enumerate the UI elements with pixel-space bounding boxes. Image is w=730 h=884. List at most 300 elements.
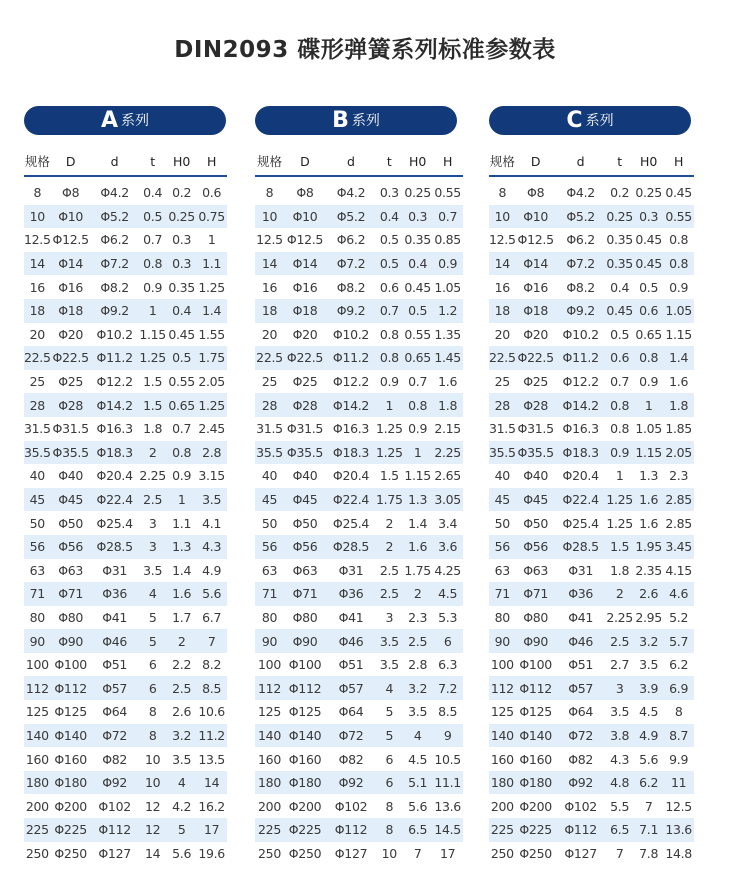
table-cell: 0.65 [403, 346, 433, 370]
table-cell: Φ7.2 [556, 252, 606, 276]
table-cell: 2 [403, 582, 433, 606]
table-cell: 0.3 [634, 205, 664, 229]
table-cell: 0.9 [606, 441, 634, 465]
table-cell: 31.5 [489, 421, 516, 437]
table-cell: 100 [25, 657, 49, 673]
table-cell: 6.3 [438, 657, 458, 673]
table-cell: 6 [376, 771, 403, 795]
table-cell: Φ250 [288, 845, 322, 861]
table-cell: Φ90 [51, 629, 91, 653]
table-cell: 0.2 [610, 185, 630, 201]
table-row [24, 464, 227, 488]
table-cell: 2.85 [664, 488, 694, 512]
table-cell: 4.5 [433, 582, 463, 606]
table-row [24, 535, 227, 559]
table-cell: 2 [139, 441, 167, 465]
table-cell: 5 [376, 724, 403, 748]
table-cell: 1.1 [197, 252, 227, 276]
table-cell: Φ20.4 [96, 468, 133, 484]
table-cell: Φ80 [292, 609, 318, 625]
table-header-row [255, 147, 463, 176]
table-cell: 10 [24, 205, 51, 229]
table-cell: 3.2 [634, 629, 664, 653]
column-header: t [139, 147, 167, 176]
table-row [24, 818, 227, 842]
table-cell: 2.5 [139, 488, 167, 512]
column-header: 规格 [24, 147, 51, 176]
table-cell: 1.75 [197, 346, 227, 370]
table-cell: 1.05 [664, 299, 694, 323]
column-header: 规格 [489, 147, 516, 176]
table-cell: Φ28 [51, 393, 91, 417]
table-cell: 5.7 [664, 629, 694, 653]
table-cell: Φ25.4 [96, 515, 133, 531]
table-cell: 90 [24, 629, 51, 653]
table-cell: 8.5 [197, 676, 227, 700]
table-cell: 0.35 [606, 232, 633, 248]
table-body [489, 176, 694, 865]
table-row [255, 700, 463, 724]
table-row [489, 346, 694, 370]
table-cell: Φ125 [519, 704, 552, 720]
table-cell: 63 [261, 562, 278, 578]
table-cell: 1.4 [172, 562, 192, 578]
table-cell: 12.5 [24, 232, 51, 248]
table-cell: 1.6 [669, 374, 689, 390]
table-cell: 0.35 [606, 252, 634, 276]
table-cell: Φ90 [516, 629, 556, 653]
table-row [255, 346, 463, 370]
table-cell: 0.3 [172, 232, 192, 248]
table-cell: Φ250 [54, 845, 87, 861]
table-row [255, 818, 463, 842]
table-cell: Φ18 [516, 299, 556, 323]
table-cell: 0.9 [669, 279, 689, 295]
table-cell: Φ31.5 [286, 421, 324, 437]
table-cell: 0.4 [143, 185, 163, 201]
table-row [255, 252, 463, 276]
table-cell: 40 [261, 468, 278, 484]
table-cell: Φ127 [334, 845, 368, 861]
table-cell: 0.9 [408, 421, 428, 437]
table-cell: 4 [167, 771, 197, 795]
table-cell: 71 [489, 582, 516, 606]
table-cell: 7.2 [433, 676, 463, 700]
table-cell: 1.3 [167, 535, 197, 559]
series-a-header [24, 106, 226, 135]
table-cell: 13.6 [434, 798, 461, 814]
table-cell: 1.25 [197, 393, 227, 417]
table-cell: 8 [139, 724, 167, 748]
table-cell: Φ64 [338, 704, 364, 720]
table-row [489, 629, 694, 653]
table-cell: 2.25 [433, 441, 463, 465]
table-row [255, 676, 463, 700]
table-cell: 1.8 [143, 421, 163, 437]
table-cell: 22.5 [24, 346, 51, 370]
table-cell: 1.25 [376, 421, 403, 437]
table-cell: 5 [167, 818, 197, 842]
table-cell: Φ8.2 [566, 279, 595, 295]
table-cell: Φ14 [284, 252, 326, 276]
table-cell: 35.5 [24, 441, 51, 465]
table-cell: 0.3 [167, 252, 197, 276]
table-cell: 250 [258, 845, 281, 861]
table-cell: Φ7.2 [91, 252, 139, 276]
table-cell: 1.25 [376, 441, 403, 465]
table-cell: 80 [494, 609, 510, 625]
table-row [255, 535, 463, 559]
table-cell: 4.5 [639, 704, 659, 720]
column-header: H0 [403, 147, 433, 176]
table-cell: Φ46 [556, 629, 606, 653]
table-cell: Φ57 [91, 676, 139, 700]
table-cell: Φ57 [556, 676, 606, 700]
table-cell: 2.05 [664, 441, 694, 465]
table-cell: 5.2 [669, 609, 689, 625]
table-row [24, 724, 227, 748]
table-cell: 19.6 [198, 845, 225, 861]
series-a-panel [24, 106, 227, 865]
table-cell: Φ22.5 [284, 346, 326, 370]
table-cell: 1.5 [143, 374, 163, 390]
table-cell: Φ200 [519, 798, 552, 814]
table-cell: 100 [258, 657, 281, 673]
table-cell: 1.6 [438, 374, 458, 390]
table-cell: Φ10.2 [96, 326, 133, 342]
table-cell: 1 [634, 393, 664, 417]
table-cell: 0.8 [379, 326, 399, 342]
table-cell: Φ20.4 [562, 468, 599, 484]
table-cell: 4.6 [664, 582, 694, 606]
table-cell: 1.85 [665, 421, 692, 437]
column-header: H0 [634, 147, 664, 176]
table-cell: 2.8 [197, 441, 227, 465]
table-cell: 10.6 [198, 704, 225, 720]
series-suffix: 系列 [121, 113, 150, 129]
table-row [489, 559, 694, 583]
table-cell: Φ92 [556, 771, 606, 795]
table-cell: Φ31 [338, 562, 364, 578]
table-cell: 0.2 [172, 185, 192, 201]
table-cell: Φ28.5 [326, 535, 376, 559]
table-cell: 1.75 [404, 562, 431, 578]
table-cell: 3.8 [606, 724, 634, 748]
table-cell: Φ16 [58, 279, 84, 295]
table-cell: 5 [139, 629, 167, 653]
table-cell: 0.7 [408, 374, 428, 390]
table-cell: 50 [261, 515, 278, 531]
table-cell: Φ10.2 [332, 326, 370, 342]
table-cell: 1 [615, 468, 624, 484]
table-cell: 56 [24, 535, 51, 559]
table-row [489, 653, 694, 677]
table-cell: 10 [255, 205, 284, 229]
table-cell: 1.4 [664, 346, 694, 370]
table-cell: Φ22.5 [516, 346, 556, 370]
table-cell: 25 [261, 374, 278, 390]
table-cell: 3 [148, 515, 157, 531]
table-cell: Φ14 [516, 252, 556, 276]
table-cell: 1.25 [606, 515, 633, 531]
table-cell: 7 [197, 629, 227, 653]
table-cell: 8 [498, 185, 507, 201]
table-row [489, 323, 694, 347]
table-cell: 7 [413, 845, 422, 861]
table-cell: 0.5 [167, 346, 197, 370]
table-row [255, 323, 463, 347]
table-cell: Φ100 [288, 657, 322, 673]
table-cell: 56 [489, 535, 516, 559]
table-cell: 20 [261, 326, 278, 342]
table-cell: 17 [439, 845, 456, 861]
table-cell: Φ31 [568, 562, 594, 578]
table-cell: Φ71 [284, 582, 326, 606]
table-cell: 28 [255, 393, 284, 417]
table-cell: 125 [25, 704, 49, 720]
table-cell: Φ45 [284, 488, 326, 512]
table-cell: Φ22.4 [556, 488, 606, 512]
table-row [489, 582, 694, 606]
table-body [24, 176, 227, 865]
table-row [255, 842, 463, 866]
table-cell: Φ63 [292, 562, 318, 578]
column-header: H [433, 147, 463, 176]
table-cell: Φ51 [568, 657, 594, 673]
table-row [255, 228, 463, 252]
table-cell: Φ180 [284, 771, 326, 795]
table-cell: 28 [24, 393, 51, 417]
table-cell: Φ56 [284, 535, 326, 559]
table-row [489, 275, 694, 299]
table-cell: 1.4 [408, 515, 428, 531]
table-row [489, 370, 694, 394]
table-cell: 0.8 [610, 421, 630, 437]
table-cell: Φ100 [519, 657, 552, 673]
table-cell: Φ127 [564, 845, 597, 861]
table-cell: Φ28.5 [556, 535, 606, 559]
table-cell: 0.5 [379, 232, 399, 248]
table-cell: Φ12.5 [286, 232, 324, 248]
table-cell: Φ125 [288, 704, 322, 720]
table-cell: Φ102 [334, 798, 368, 814]
table-row [489, 842, 694, 866]
table-cell: Φ80 [58, 609, 84, 625]
table-cell: 2.5 [167, 676, 197, 700]
table-cell: Φ41 [568, 609, 594, 625]
table-cell: Φ14.2 [91, 393, 139, 417]
table-cell: 1.8 [664, 393, 694, 417]
table-cell: Φ28.5 [91, 535, 139, 559]
column-header: d [326, 147, 376, 176]
table-row [255, 794, 463, 818]
table-cell: Φ18 [51, 299, 91, 323]
table-cell: 4.9 [634, 724, 664, 748]
table-row [24, 676, 227, 700]
series-c-header [489, 106, 691, 135]
table-cell: 2.5 [403, 629, 433, 653]
table-row [489, 252, 694, 276]
table-cell: 0.8 [167, 441, 197, 465]
table-cell: 1.8 [610, 562, 630, 578]
table-cell: Φ4.2 [100, 185, 129, 201]
table-cell: 50 [494, 515, 510, 531]
table-cell: 1.8 [433, 393, 463, 417]
table-cell: 12 [144, 798, 161, 814]
table-row [255, 176, 463, 205]
table-cell: 5.6 [639, 751, 659, 767]
table-cell: 2 [385, 515, 394, 531]
table-cell: 1.3 [639, 468, 659, 484]
table-cell: Φ92 [91, 771, 139, 795]
table-cell: 160 [258, 751, 281, 767]
table-row [255, 275, 463, 299]
table-cell: 2.25 [606, 609, 633, 625]
table-cell: 25 [29, 374, 45, 390]
table-cell: Φ35.5 [51, 441, 91, 465]
table-cell: Φ25 [292, 374, 318, 390]
table-cell: 2.05 [198, 374, 225, 390]
table-cell: 12.5 [489, 232, 516, 248]
table-cell: 56 [255, 535, 284, 559]
series-letter: B [332, 108, 349, 133]
series-c-panel [489, 106, 694, 865]
column-header: H0 [167, 147, 197, 176]
table-cell: Φ50 [58, 515, 84, 531]
table-cell: 0.45 [168, 326, 195, 342]
table-cell: Φ102 [98, 798, 131, 814]
table-cell: 112 [24, 676, 51, 700]
table-cell: 1 [167, 488, 197, 512]
table-cell: 0.9 [639, 374, 659, 390]
table-cell: 225 [24, 818, 51, 842]
table-cell: 2 [606, 582, 634, 606]
table-row [24, 511, 227, 535]
table-row [255, 771, 463, 795]
table-row [489, 724, 694, 748]
table-cell: 4.3 [197, 535, 227, 559]
table-cell: Φ180 [51, 771, 91, 795]
table-cell: Φ6.2 [336, 232, 366, 248]
table-row [489, 676, 694, 700]
table-cell: 5.6 [172, 845, 192, 861]
table-cell: 0.8 [606, 393, 634, 417]
table-cell: Φ28 [516, 393, 556, 417]
table-cell: 2.5 [606, 629, 634, 653]
column-header: d [91, 147, 139, 176]
table-cell: Φ4.2 [566, 185, 595, 201]
table-cell: 12 [139, 818, 167, 842]
table-cell: Φ8.2 [336, 279, 366, 295]
table-cell: 0.8 [634, 346, 664, 370]
table-cell: Φ63 [523, 562, 549, 578]
table-cell: Φ160 [54, 751, 87, 767]
table-row [255, 464, 463, 488]
table-cell: 1 [139, 299, 167, 323]
table-cell: 1.15 [139, 326, 166, 342]
table-cell: 2.15 [434, 421, 461, 437]
table-cell: 1.25 [606, 488, 634, 512]
table-cell: Φ20.4 [332, 468, 370, 484]
table-cell: Φ10 [284, 205, 326, 229]
table-cell: 5.6 [197, 582, 227, 606]
table-row [255, 370, 463, 394]
table-cell: 14.5 [433, 818, 463, 842]
table-cell: Φ64 [102, 704, 128, 720]
table-cell: 5 [385, 704, 394, 720]
table-cell: 3.2 [403, 676, 433, 700]
table-cell: Φ82 [338, 751, 364, 767]
table-cell: 31.5 [256, 421, 283, 437]
series-b-header [255, 106, 457, 135]
table-row [255, 205, 463, 229]
table-cell: Φ112 [556, 818, 606, 842]
table-cell: Φ6.2 [100, 232, 129, 248]
table-cell: 160 [25, 751, 49, 767]
table-cell: 14 [24, 252, 51, 276]
table-cell: Φ36 [326, 582, 376, 606]
table-cell: 1.45 [433, 346, 463, 370]
table-cell: Φ25.4 [332, 515, 370, 531]
table-cell: 0.75 [197, 205, 227, 229]
table-cell: 4.9 [202, 562, 222, 578]
table-cell: 10 [139, 771, 167, 795]
table-cell: 0.8 [403, 393, 433, 417]
table-row [24, 488, 227, 512]
table-cell: 1.6 [639, 515, 659, 531]
table-cell: 6 [148, 657, 157, 673]
table-body [255, 176, 463, 865]
table-cell: 1.2 [433, 299, 463, 323]
table-cell: Φ14.2 [326, 393, 376, 417]
table-cell: 0.45 [635, 232, 662, 248]
table-cell: 11 [664, 771, 694, 795]
table-cell: Φ18 [284, 299, 326, 323]
table-cell: 1.05 [434, 279, 461, 295]
table-cell: 6 [139, 676, 167, 700]
table-cell: 0.65 [167, 393, 197, 417]
table-cell: 1.25 [139, 346, 167, 370]
table-cell: Φ36 [556, 582, 606, 606]
table-cell: 1.5 [379, 468, 399, 484]
table-cell: 0.4 [167, 299, 197, 323]
table-cell: Φ8 [62, 185, 80, 201]
table-cell: 200 [490, 798, 514, 814]
series-suffix: 系列 [585, 113, 614, 129]
table-cell: 3.5 [408, 704, 428, 720]
table-cell: Φ10 [516, 205, 556, 229]
table-cell: 3.5 [197, 488, 227, 512]
table-row [24, 205, 227, 229]
table-cell: 35.5 [255, 441, 284, 465]
table-cell: Φ8 [527, 185, 545, 201]
table-cell: Φ31 [102, 562, 128, 578]
column-header: d [556, 147, 606, 176]
table-cell: Φ5.2 [91, 205, 139, 229]
table-cell: Φ92 [326, 771, 376, 795]
table-cell: Φ64 [568, 704, 594, 720]
table-row [489, 176, 694, 205]
table-cell: 4.3 [610, 751, 630, 767]
table-cell: Φ102 [564, 798, 597, 814]
table-cell: 0.55 [168, 374, 195, 390]
table-cell: 0.5 [639, 279, 659, 295]
table-cell: 200 [25, 798, 49, 814]
table-cell: 90 [489, 629, 516, 653]
table-cell: 2.65 [434, 468, 461, 484]
table-cell: 0.35 [404, 232, 431, 248]
table-cell: 31.5 [24, 421, 51, 437]
